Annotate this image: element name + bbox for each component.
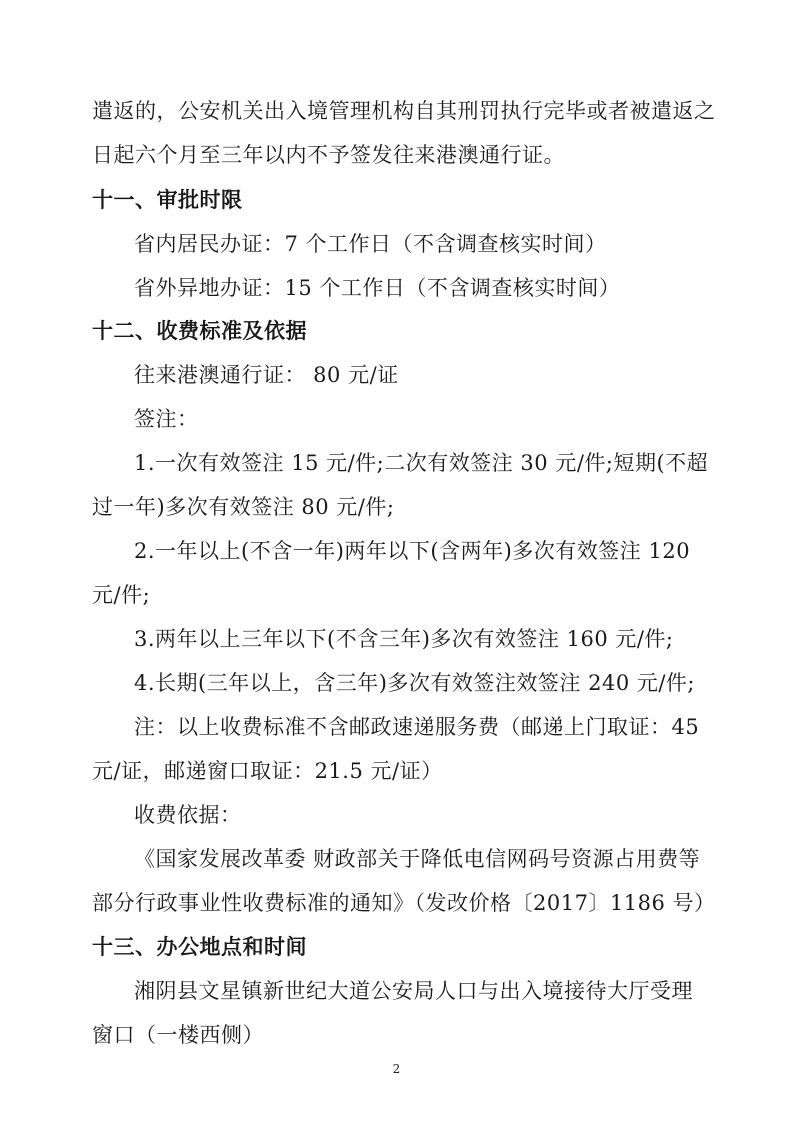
section-heading-office-location: 十三、办公地点和时间 <box>92 935 307 959</box>
paragraph-line: 注：以上收费标准不含邮政速递服务费（邮递上门取证：45 <box>134 715 700 739</box>
paragraph-line: 往来港澳通行证： 80 元/证 <box>134 363 399 387</box>
section-heading-approval-time: 十一、审批时限 <box>92 188 243 212</box>
paragraph-line: 《国家发展改革委 财政部关于降低电信网码号资源占用费等 <box>134 847 701 871</box>
paragraph-line: 1.一次有效签注 15 元/件;二次有效签注 30 元/件;短期(不超 <box>134 451 709 475</box>
section-heading-fees: 十二、收费标准及依据 <box>92 319 307 343</box>
paragraph-line: 窗口（一楼西侧） <box>92 1023 264 1047</box>
page-number: 2 <box>392 1062 401 1076</box>
paragraph-line: 元/证，邮递窗口取证：21.5 元/证） <box>92 759 443 783</box>
paragraph-line: 部分行政事业性收费标准的通知》（发改价格〔2017〕1186 号） <box>92 891 716 915</box>
paragraph-line: 签注： <box>134 407 199 431</box>
paragraph-line: 省外异地办证：15 个工作日（不含调查核实时间） <box>134 276 621 300</box>
paragraph-line: 4.长期(三年以上，含三年)多次有效签注效签注 240 元/件; <box>134 671 696 695</box>
paragraph-line: 3.两年以上三年以下(不含三年)多次有效签注 160 元/件; <box>134 627 674 651</box>
paragraph-line: 遣返的，公安机关出入境管理机构自其刑罚执行完毕或者被遣返之 <box>92 99 716 123</box>
paragraph-line: 过一年)多次有效签注 80 元/件; <box>92 495 395 519</box>
paragraph-line: 收费依据： <box>134 803 242 827</box>
paragraph-line: 湘阴县文星镇新世纪大道公安局人口与出入境接待大厅受理 <box>134 979 693 1003</box>
paragraph-line: 元/件; <box>92 583 151 607</box>
paragraph-line: 日起六个月至三年以内不予签发往来港澳通行证。 <box>92 143 565 167</box>
paragraph-line: 2.一年以上(不含一年)两年以下(含两年)多次有效签注 120 <box>134 539 691 563</box>
paragraph-line: 省内居民办证：7 个工作日（不含调查核实时间） <box>134 232 607 256</box>
